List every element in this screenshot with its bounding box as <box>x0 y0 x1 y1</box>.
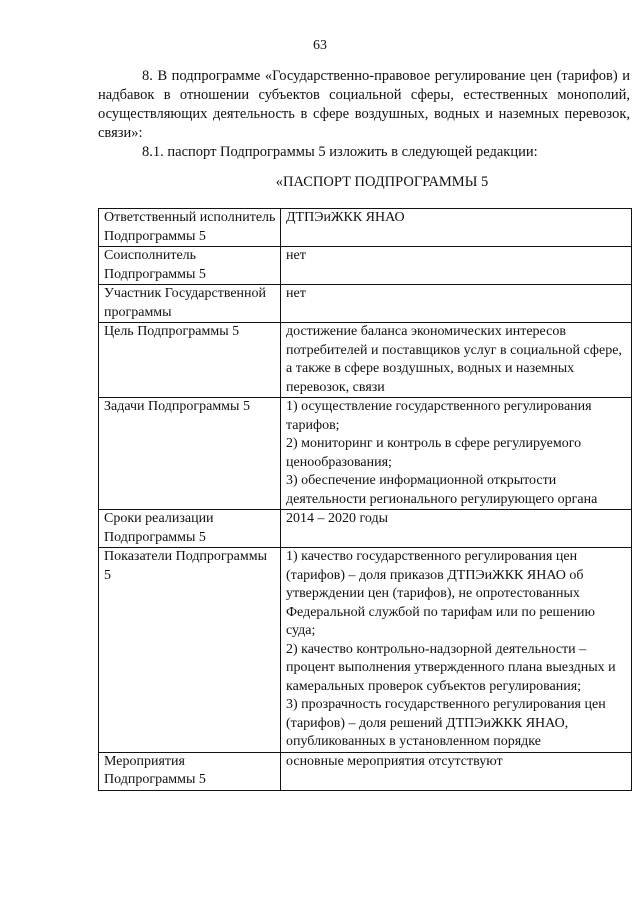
row-value-item: 2) мониторинг и контроль в сфере регулируемого ценообразования; <box>286 436 582 470</box>
row-value-item: 2014 – 2020 годы <box>286 511 389 526</box>
intro-paragraph-1: 8. В подпрограмме «Государственно-правовое регулирование цен (тарифов) и надбавок в отношении субъектов социальной сферы, естественных монополий, осуществляющих деятельность в сфере воздушных, водных и наземных перевозок, связи»: <box>98 68 630 141</box>
row-value <box>281 323 632 398</box>
row-value-item: 3) обеспечение информационной открытости деятельности регионального регулирующего органа <box>286 473 598 507</box>
table-row <box>99 285 632 323</box>
passport-table-body <box>99 209 632 791</box>
row-value <box>281 247 632 285</box>
table-row <box>99 398 632 510</box>
row-label: Участник Государственной программы <box>99 285 281 323</box>
row-value-item: основные мероприятия отсутствуют <box>286 753 503 769</box>
intro-paragraph-2: 8.1. паспорт Подпрограммы 5 изложить в следующей редакции: <box>142 144 538 160</box>
table-row <box>99 209 632 247</box>
row-value-item: 1) осуществление государственного регулирования тарифов; <box>286 399 592 433</box>
row-label: Задачи Подпрограммы 5 <box>99 398 281 510</box>
table-row <box>99 247 632 285</box>
row-value <box>281 510 632 548</box>
row-value <box>281 209 632 247</box>
passport-table <box>98 208 632 791</box>
table-row <box>99 510 632 548</box>
table-row <box>99 752 632 790</box>
row-label: Мероприятия Подпрограммы 5 <box>99 752 281 790</box>
table-row <box>99 548 632 753</box>
row-label: Соисполнитель Подпрограммы 5 <box>99 247 281 285</box>
intro-text <box>98 67 630 162</box>
passport-title: «ПАСПОРТ ПОДПРОГРАММЫ 5 <box>275 174 489 190</box>
row-value <box>281 285 632 323</box>
row-value <box>281 752 632 790</box>
row-value-item: достижение баланса экономических интересов потребителей и поставщиков услуг в социальной сфере, а также в сфере воздушных, водных и наземных перевозок, связи <box>286 324 622 395</box>
table-row <box>99 323 632 398</box>
row-label: Сроки реализации Подпрограммы 5 <box>99 510 281 548</box>
row-value-item: 1) качество государственного регулирования цен (тарифов) – доля приказов ДТПЭиЖКК ЯНАО об утверждении цен (тарифов), не опротестованных Федеральной службой по тарифам или по решению суда; <box>286 549 595 638</box>
row-value-item: нет <box>286 286 306 301</box>
row-value-item: 3) прозрачность государственного регулирования цен (тарифов) – доля решений ДТПЭиЖКК ЯНАО, опубликованных в установленном порядке <box>286 697 606 749</box>
row-value-item: 2) качество контрольно-надзорной деятельности – процент выполнения утвержденного плана выездных и камеральных проверок субъектов регулирования; <box>286 641 616 694</box>
row-label: Показатели Подпрограммы 5 <box>99 548 281 753</box>
row-value <box>281 398 632 510</box>
page-number: 63 <box>313 38 327 53</box>
row-value-item: ДТПЭиЖКК ЯНАО <box>286 210 405 225</box>
row-label: Цель Подпрограммы 5 <box>99 323 281 398</box>
row-value <box>281 548 632 753</box>
row-label: Ответственный исполнитель Подпрограммы 5 <box>99 209 281 247</box>
row-value-item: нет <box>286 248 306 263</box>
